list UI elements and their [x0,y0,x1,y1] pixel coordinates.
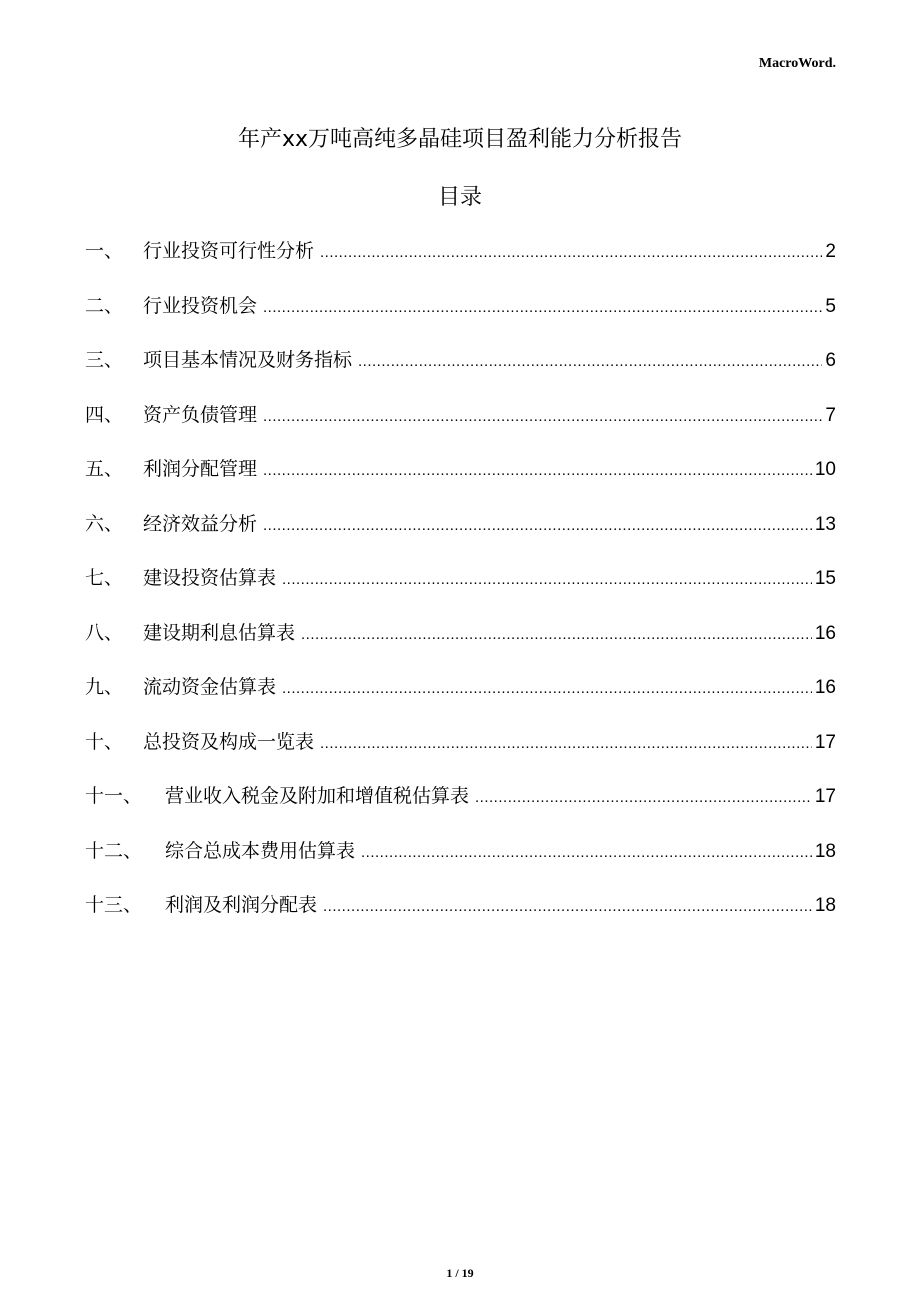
dot-leader [361,844,812,861]
toc-entry[interactable] [85,400,836,455]
toc-entry-label: 项目基本情况及财务指标 [143,349,353,371]
toc-entry[interactable] [85,727,836,782]
toc-entry-page: 18 [814,895,836,916]
toc-entry-page: 16 [814,622,836,644]
toc-entry-page: 10 [814,459,836,480]
toc-entry-label: 利润分配管理 [143,458,258,480]
dot-leader [263,462,812,479]
toc-entry[interactable] [85,236,836,291]
toc-entry[interactable] [85,618,836,673]
dot-leader [475,789,812,806]
dot-leader [282,680,812,697]
toc-entry-number: 五、 [85,458,124,480]
toc-entry-label: 经济效益分析 [143,512,258,535]
toc-entry-number: 九、 [85,676,124,698]
toc-entry-label: 总投资及构成一览表 [143,730,315,753]
toc-entry-page: 17 [814,786,836,807]
toc-entry-number: 一、 [85,240,124,262]
toc-entry[interactable] [85,563,836,618]
toc-entry-page: 6 [825,350,836,371]
toc-entry-number: 十一、 [85,785,143,807]
toc-entry-page: 5 [825,295,836,317]
table-of-contents [85,236,836,945]
toc-entry[interactable] [85,672,836,727]
dot-leader [282,571,812,588]
dot-leader [323,898,812,915]
toc-entry-page: 16 [814,677,836,698]
dot-leader [301,626,812,643]
toc-entry-label: 行业投资机会 [143,294,258,317]
toc-entry-number: 三、 [85,349,124,371]
toc-entry-page: 7 [825,404,836,426]
toc-entry[interactable] [85,454,836,509]
toc-entry-label: 营业收入税金及附加和增值税估算表 [165,785,470,807]
toc-entry-page: 13 [814,513,836,535]
dot-leader [320,735,812,752]
toc-entry-number: 二、 [85,294,124,317]
toc-entry-page: 15 [814,568,836,589]
toc-entry[interactable] [85,291,836,346]
document-title: 年产xx万吨高纯多晶硅项目盈利能力分析报告 [237,127,683,152]
toc-entry-number: 十、 [85,730,124,753]
toc-entry-number: 七、 [85,567,124,589]
toc-entry-number: 四、 [85,403,124,426]
toc-entry-label: 建设投资估算表 [143,567,277,589]
toc-entry[interactable] [85,781,836,836]
toc-entry-label: 综合总成本费用估算表 [165,839,356,862]
toc-entry-number: 六、 [85,512,124,535]
toc-entry[interactable] [85,509,836,564]
dot-leader [320,244,822,261]
toc-entry-page: 2 [825,241,836,262]
dot-leader [263,299,822,316]
dot-leader [263,408,822,425]
toc-entry[interactable] [85,836,836,891]
dot-leader [263,517,812,534]
toc-entry-label: 流动资金估算表 [143,676,277,698]
toc-entry-page: 18 [814,840,836,862]
toc-heading: 目录 [437,185,482,210]
toc-entry-number: 十三、 [85,894,143,916]
toc-entry[interactable] [85,345,836,400]
toc-entry-label: 利润及利润分配表 [165,894,318,916]
dot-leader [358,353,822,370]
toc-entry-number: 十二、 [85,839,143,862]
brand-header: MacroWord. [758,56,836,71]
toc-entry-label: 建设期利息估算表 [143,621,296,644]
page-indicator: 1 / 19 [446,1266,474,1280]
toc-entry-label: 行业投资可行性分析 [143,240,315,262]
toc-entry-number: 八、 [85,621,124,644]
toc-entry-page: 17 [814,731,836,753]
toc-entry-label: 资产负债管理 [143,403,258,426]
toc-entry[interactable] [85,890,836,945]
